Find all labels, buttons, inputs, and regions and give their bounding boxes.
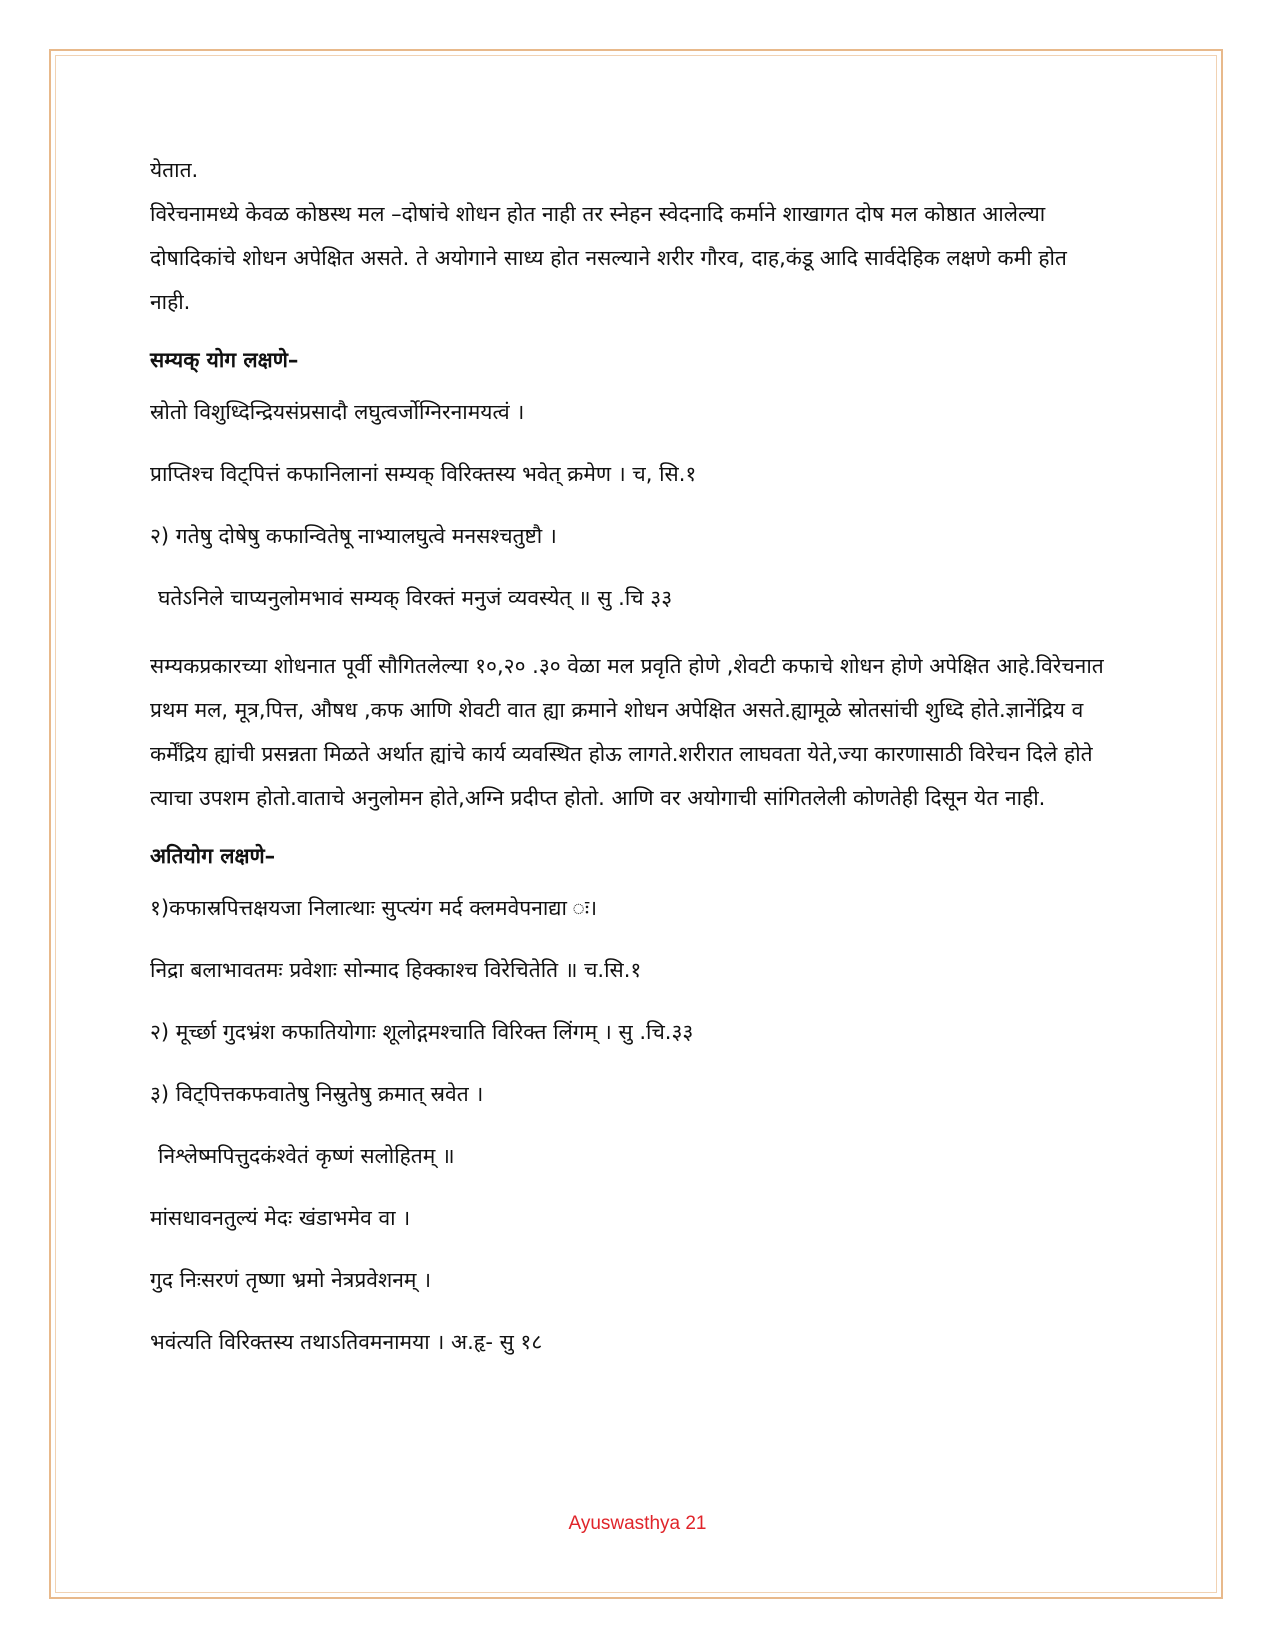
paragraph: येतात. [150, 158, 199, 182]
paragraph: सम्यकप्रकारच्या शोधनात पूर्वी सौगितलेल्या १०,२० .३० वेळा मल प्रवृति होणे ,शेवटी कफाचे शोधन होणे अपेक्षित आहे.विरेचनात प्रथम मल, मूत्र,पित्त, औषध ,कफ आणि शेवटी वात ह्या क्रमाने शोधन अपेक्षित असते.ह्यामूळे स्रोतसांची शुध्दि होते.ज्ञानेंद्रिय व कर्मेंद्रिय ह्यांची प्रसन्नता मिळते अर्थात ह्यांचे कार्य व्यवस्थित होऊ लागते.शरीरात लाघवता येते,ज्या कारणासाठी विरेचन दिले होते त्याचा उपशम होतो.वाताचे अनुलोमन होते,अग्नि प्रदीप्त होतो. आणि वर अयोगाची सांगितलेली कोणतेही दिसून येत नाही. [150, 654, 1104, 810]
section-heading: सम्यक् योग लक्षणे– [150, 348, 299, 372]
section-heading: अतियोग लक्षणे– [150, 844, 276, 868]
page-footer: Ayuswasthya 21 [568, 1513, 707, 1534]
verse-line: २) मूर्च्छा गुदभ्रंश कफातियोगाः शूलोद्गमश्चाति विरिक्त लिंगम् । सु .चि.३३ [150, 1020, 694, 1044]
verse-line: स्रोतो विशुध्दिन्द्रियसंप्रसादौ लघुत्वर्जोग्निरनामयत्वं । [150, 400, 525, 424]
verse-line: भवंत्यति विरिक्तस्य तथाऽतिवमनामया । अ.हृ- सु १८ [150, 1330, 543, 1354]
verse-line: गुद निःसरणं तृष्णा भ्रमो नेत्रप्रवेशनम् । [150, 1268, 432, 1292]
verse-line: ३) विट्पित्तकफवातेषु निस्रुतेषु क्रमात् स्रवेत । [150, 1082, 484, 1106]
verse-line: घतेऽनिले चाप्यनुलोमभावं सम्यक् विरक्तं मनुजं व्यवस्येत् ॥ सु .चि ३३ [158, 586, 673, 610]
verse-line: २) गतेषु दोषेषु कफान्वितेषू नाभ्यालघुत्वे मनसश्चतुष्टौ । [150, 524, 557, 548]
verse-line: निद्रा बलाभावतमः प्रवेशाः सोन्माद हिक्काश्च विरेचितेति ॥ च.सि.१ [150, 958, 642, 982]
page-content [150, 148, 1110, 1388]
verse-line: १)कफास्रपित्तक्षयजा निलात्थाः सुप्त्यंग मर्द क्लमवेपनाद्या ः। [150, 896, 598, 920]
paragraph: विरेचनामध्ये केवळ कोष्ठस्थ मल –दोषांचे शोधन होत नाही तर स्नेहन स्वेदनादि कर्माने शाखागत दोष मल कोष्ठात आलेल्या दोषादिकांचे शोधन अपेक्षित असते. ते अयोगाने साध्य होत नसल्याने शरीर गौरव, दाह,कंडू आदि सार्वदेहिक लक्षणे कमी होत नाही. [150, 202, 1067, 314]
verse-line: प्राप्तिश्च विट्पित्तं कफानिलानां सम्यक् विरिक्तस्य भवेत् क्रमेण । च, सि.१ [150, 462, 697, 486]
verse-line: निश्लेष्मपित्तुदकंश्वेतं कृष्णं सलोहितम् ॥ [158, 1144, 455, 1168]
verse-line: मांसधावनतुल्यं मेदः खंडाभमेव वा । [150, 1206, 411, 1230]
